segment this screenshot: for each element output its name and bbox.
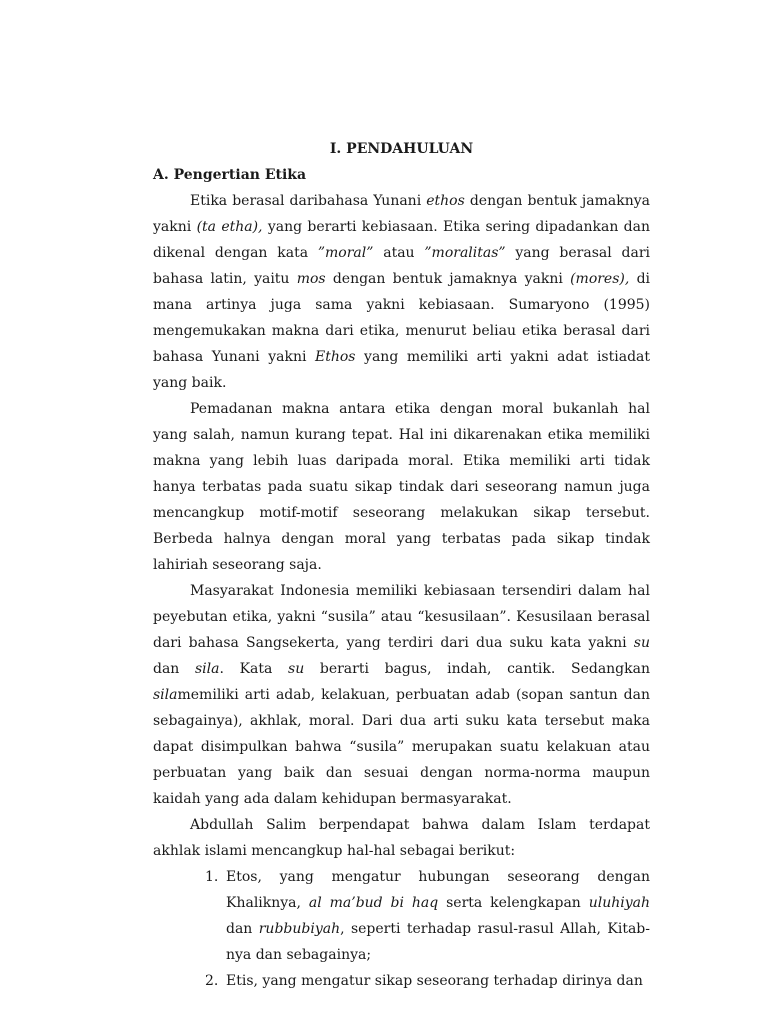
text-run: memiliki arti adab, kelakuan, perbuatan adab (sopan santun dan sebagainya), akhlak, moral. Dari dua arti suku kata tersebut maka dapat disimpulkan bahwa “susila” merupakan suatu kelakuan atau perbuatan yang baik dan sesuai dengan norma-norma maupun kaidah yang ada dalam kehidupan bermasyarakat. [153, 687, 650, 807]
text-run: Etos, yang mengatur hubungan seseorang dengan Khaliknya, [226, 869, 650, 911]
italic-text-run: su [288, 661, 305, 677]
italic-text-run: rubbubiyah [258, 921, 341, 937]
text-run: di mana artinya juga sama yakni kebiasaan. Sumaryono (1995) mengemukakan makna dari etika, menurut beliau etika berasal dari bahasa Yunani yakni [153, 271, 651, 365]
italic-text-run: ethos [426, 193, 465, 209]
numbered-list [153, 864, 650, 994]
chapter-title: I. PENDAHULUAN [329, 141, 474, 157]
italic-text-run: ”moral” [317, 245, 374, 261]
list-item [153, 968, 650, 994]
text-run: dan [226, 921, 259, 937]
page-content [153, 136, 650, 994]
text-run: Pemadanan makna antara etika dengan moral bukanlah hal yang salah, namun kurang tepat. Hal ini dikarenakan etika memiliki makna yang lebih luas daripada moral. Etika memiliki arti tidak hanya terbatas pada suatu sikap tindak dari seseorang namun juga mencangkup motif-motif seseorang melakukan sikap tersebut. Berbeda halnya dengan moral yang terbatas pada sikap tindak lahiriah seseorang saja. [153, 401, 650, 573]
italic-text-run: ”moralitas” [424, 245, 506, 261]
text-run: Abdullah Salim berpendapat bahwa dalam Islam terdapat akhlak islami mencangkup hal-hal sebagai berikut: [153, 817, 650, 859]
text-run: dengan bentuk jamaknya yakni [153, 193, 650, 235]
italic-text-run: uluhiyah [588, 895, 650, 911]
text-run: yang berasal dari bahasa latin, yaitu [153, 245, 650, 287]
text-run: , seperti terhadap rasul-rasul Allah, Kitab-nya dan sebagainya; [226, 921, 650, 963]
list-item-number: 2. [205, 973, 219, 989]
text-run: Etika berasal daribahasa Yunani [190, 193, 427, 209]
italic-text-run: (ta etha), [196, 219, 263, 235]
text-run: berarti bagus, indah, cantik. Sedangkan [304, 661, 650, 677]
text-run: atau [373, 245, 425, 261]
paragraph [153, 188, 650, 396]
list-item [153, 864, 650, 968]
italic-text-run: su [633, 635, 650, 651]
text-run: Etis, yang mengatur sikap seseorang terhadap dirinya dan [226, 973, 643, 989]
italic-text-run: Ethos [315, 349, 356, 365]
italic-text-run: (mores), [570, 271, 630, 287]
list-item-text [226, 968, 650, 994]
italic-text-run: al ma’bud bi haq [308, 895, 439, 911]
text-run: dan [153, 661, 195, 677]
text-run: serta kelengkapan [438, 895, 589, 911]
italic-text-run: mos [296, 271, 326, 287]
paragraph [153, 812, 650, 864]
italic-text-run: sila [194, 661, 220, 677]
text-run: Masyarakat Indonesia memiliki kebiasaan tersendiri dalam hal peyebutan etika, yakni “susila” atau “kesusilaan”. Kesusilaan berasal dari bahasa Sangsekerta, yang terdiri dari dua suku kata yakni [153, 583, 650, 651]
paragraph [153, 578, 650, 812]
text-run: . Kata [219, 661, 289, 677]
text-run: yang berarti kebiasaan. Etika sering dipadankan dan dikenal dengan kata [153, 219, 651, 261]
list-item-number: 1. [205, 869, 219, 885]
italic-text-run: sila [153, 687, 178, 703]
section-title: A. Pengertian Etika [153, 167, 307, 183]
list-item-text [226, 864, 650, 968]
text-run: dengan bentuk jamaknya yakni [325, 271, 571, 287]
text-run: yang memiliki arti yakni adat istiadat yang baik. [153, 349, 651, 391]
paragraph [153, 396, 650, 578]
